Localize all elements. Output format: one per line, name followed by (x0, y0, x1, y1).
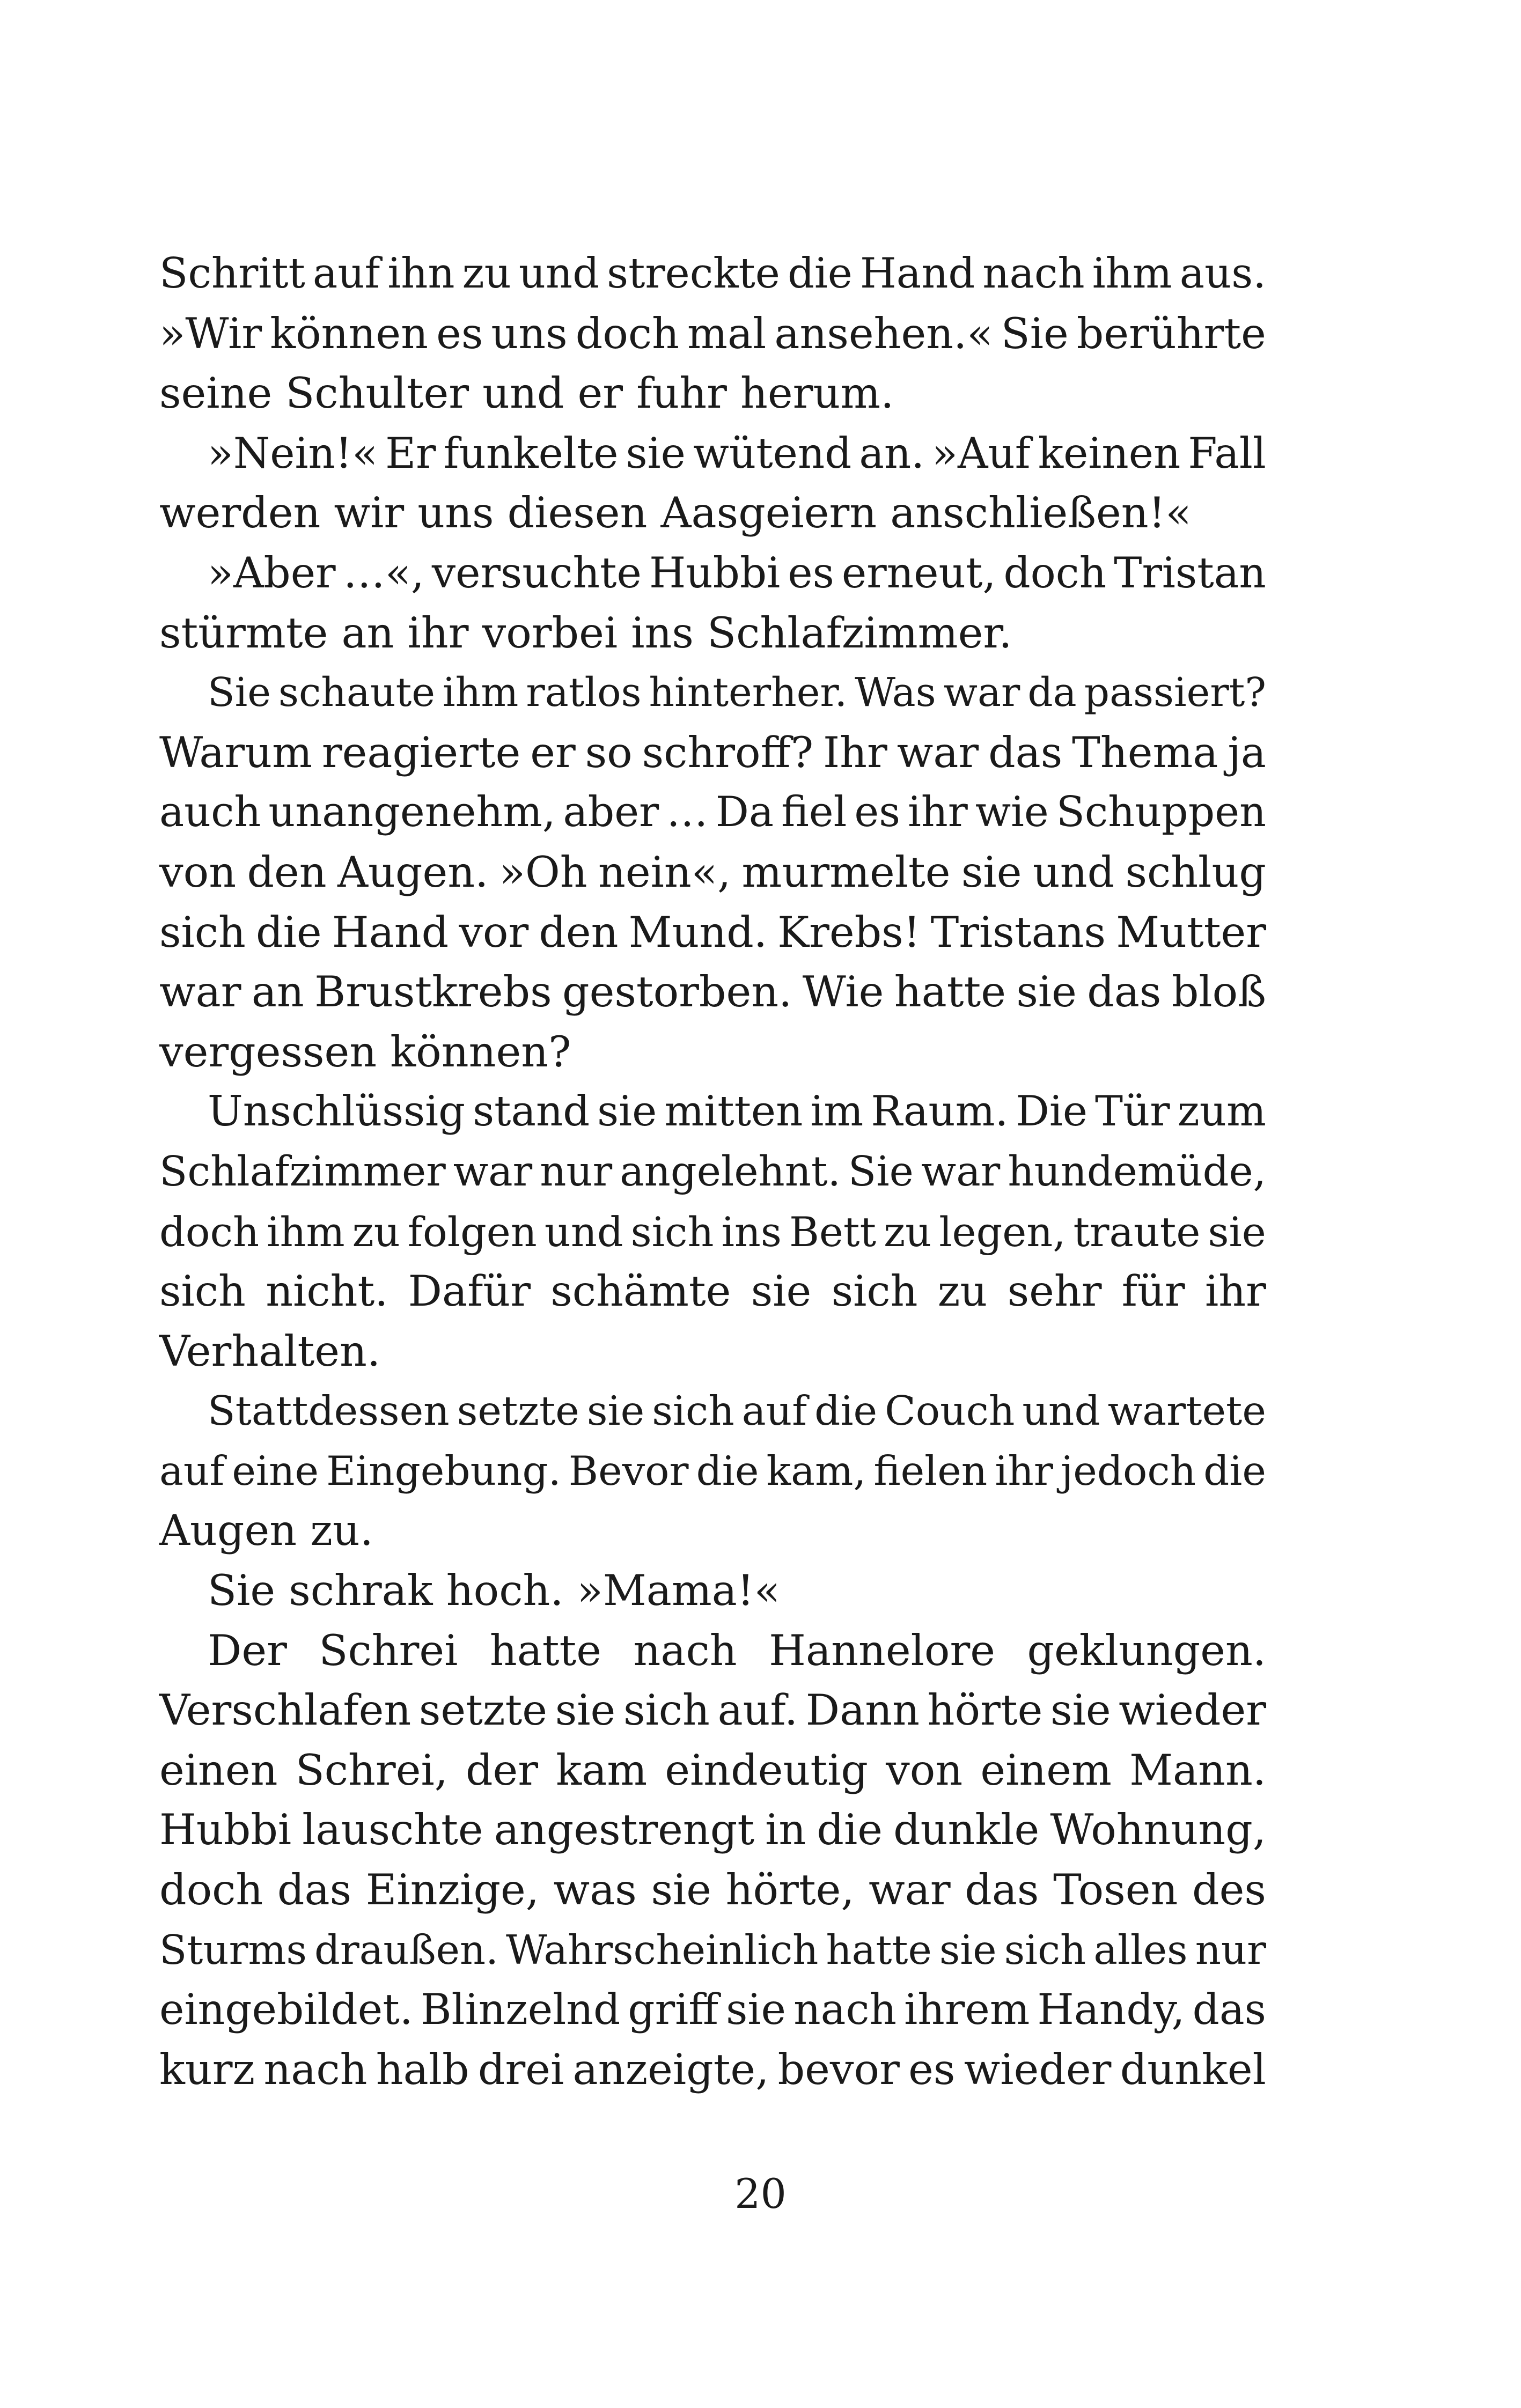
word: vor (459, 907, 529, 957)
word: hundemüde, (1008, 1147, 1266, 1196)
word: im (810, 1087, 864, 1136)
word: Tosen (1053, 1865, 1178, 1915)
word: an (251, 967, 304, 1017)
word: auf (741, 1387, 807, 1435)
word: Tristans (930, 907, 1106, 957)
word: doch (575, 308, 680, 358)
word: Brustkrebs (314, 967, 552, 1017)
text-line (159, 1800, 1266, 1860)
word: traute (1073, 1207, 1201, 1256)
word: Eingebung. (326, 1447, 561, 1494)
word: Bevor (568, 1447, 689, 1494)
word: Wohnung, (1050, 1805, 1266, 1855)
text-line (159, 1920, 1266, 1980)
word: die (787, 249, 853, 298)
word: Hubbi (159, 1805, 292, 1855)
word: zu (462, 249, 511, 298)
text-line (159, 1681, 1266, 1741)
word: Unschlüssig (208, 1087, 466, 1136)
word: das (965, 1865, 1039, 1915)
word: angestrengt (494, 1805, 755, 1855)
word: war (159, 967, 241, 1017)
text-line (159, 1441, 1266, 1501)
text-line (159, 723, 1266, 783)
word: »Oh (499, 847, 587, 897)
word: ansehen.« (774, 308, 993, 358)
word: sich (630, 1207, 714, 1256)
word: wartete (1107, 1387, 1266, 1435)
word: zu (352, 1207, 400, 1256)
word: kam, (766, 1447, 866, 1494)
word: es (854, 788, 901, 837)
word: und (518, 249, 600, 298)
word: was (553, 1865, 637, 1915)
word: Augen. (337, 847, 489, 897)
word: einem (980, 1745, 1112, 1795)
word: sie (751, 1266, 812, 1316)
word: streckte (607, 249, 780, 298)
word: Hand (859, 249, 975, 298)
word: an. (859, 429, 925, 478)
word: nur (540, 1147, 613, 1196)
word: hatte (826, 1926, 932, 1973)
word: ihm (1092, 249, 1172, 298)
word: erneut, (841, 548, 996, 598)
text-line (159, 1142, 1266, 1202)
word: ihrem (904, 1985, 1030, 2035)
text-line (159, 1082, 1266, 1142)
word: so (585, 727, 633, 777)
word: ihr (995, 1447, 1053, 1494)
word: er (530, 727, 576, 777)
text-line (159, 1381, 1266, 1441)
word: war (943, 669, 1020, 716)
word: Schritt (159, 249, 305, 298)
word: Schlafzimmer (159, 1147, 446, 1196)
word: Sturms (159, 1926, 307, 1973)
text-line: Sie schrak hoch. »Mama!« (208, 1566, 780, 1616)
word: ihr (908, 788, 968, 837)
word: Thema (1072, 727, 1218, 777)
word: Er (385, 429, 436, 478)
text-line: stürmte an ihr vorbei ins Schlafzimmer. (159, 608, 1012, 658)
word: nein«, (598, 847, 731, 897)
word: Couch (885, 1387, 1015, 1435)
word: Blinzelnd (420, 1985, 621, 2035)
word: war (869, 1865, 951, 1915)
word: eingebildet. (159, 1985, 413, 2035)
word: Tristan (1114, 548, 1266, 598)
word: Mann. (1129, 1745, 1266, 1795)
word: legen, (939, 1207, 1066, 1256)
word: Sie (208, 669, 271, 716)
word: Warum (159, 727, 312, 777)
word: sich (831, 1266, 918, 1316)
text-line (159, 1262, 1266, 1322)
word: Schrei (319, 1625, 458, 1675)
text-line: Augen zu. (159, 1506, 373, 1556)
word: fiel (781, 788, 847, 837)
word: doch (1003, 548, 1107, 598)
word: wieder (964, 2044, 1112, 2094)
word: hörte (927, 1685, 1043, 1735)
word: kurz (159, 2044, 255, 2094)
word: schlug (1125, 847, 1266, 897)
word: es (908, 2044, 956, 2094)
word: Wie (802, 967, 884, 1017)
word: sie (1208, 1207, 1266, 1256)
word: Ihr (822, 727, 887, 777)
word: hatte (894, 967, 1006, 1017)
word: können (270, 308, 429, 358)
word: Schuppen (1056, 788, 1266, 837)
word: sie (1050, 1685, 1111, 1735)
word: nach (982, 249, 1085, 298)
word: Fall (1188, 429, 1266, 478)
word: und (544, 1207, 623, 1256)
word: nicht. (266, 1266, 388, 1316)
word: halb (376, 2044, 469, 2094)
word: … (666, 788, 708, 837)
word: Mund. (628, 907, 767, 957)
word: drei (477, 2044, 564, 2094)
word: unangenehm, (268, 788, 556, 837)
word: Was (855, 669, 936, 716)
word: zu (937, 1266, 988, 1316)
word: sehr (1007, 1266, 1102, 1316)
word: von (159, 847, 237, 897)
page-number: 20 (734, 2170, 787, 2218)
text-line (159, 543, 1266, 603)
word: angelehnt. (620, 1147, 841, 1196)
word: ihm (267, 1207, 345, 1256)
word: griff (628, 1985, 719, 2035)
text-line: Verhalten. (159, 1326, 381, 1376)
word: hörte, (725, 1865, 855, 1915)
word: es (436, 308, 483, 358)
word: sie (626, 429, 686, 478)
word: Tür (1095, 1087, 1170, 1136)
word: da (1027, 669, 1077, 716)
word: uns (491, 308, 568, 358)
word: den (247, 847, 327, 897)
word: Hubbi (649, 548, 781, 598)
text-line (159, 783, 1266, 843)
word: das (1087, 967, 1162, 1017)
word: auch (159, 788, 261, 837)
word: die (1203, 1447, 1266, 1494)
word: lauschte (302, 1805, 483, 1855)
word: schaute (278, 669, 435, 716)
word: stand (473, 1087, 590, 1136)
word: die (814, 1387, 878, 1435)
text-line (159, 1860, 1266, 1920)
word: ins (721, 1207, 782, 1256)
word: hinterher. (649, 669, 848, 716)
word: anzeigte, (572, 2044, 769, 2094)
word: war (921, 1147, 1001, 1196)
word: wieder (1119, 1685, 1266, 1735)
word: sie (961, 847, 1022, 897)
word: Hannelore (769, 1625, 995, 1675)
word: es (788, 548, 834, 598)
word: den (539, 907, 619, 957)
text-line (159, 1741, 1266, 1801)
text-line (159, 2040, 1266, 2100)
word: nach (793, 1985, 897, 2035)
word: auf (312, 249, 380, 298)
word: das (1192, 1985, 1266, 2035)
word: in (765, 1805, 806, 1855)
word: schämte (550, 1266, 731, 1316)
word: passiert? (1084, 669, 1266, 716)
word: fielen (873, 1447, 988, 1494)
word: reagierte (321, 727, 521, 777)
word: »Aber (208, 548, 336, 598)
text-line (159, 1980, 1266, 2040)
word: doch (159, 1207, 260, 1256)
word: die (696, 1447, 759, 1494)
word: Der (208, 1625, 287, 1675)
word: bloß (1171, 967, 1266, 1017)
word: sie (939, 1926, 997, 1973)
word: setzte (457, 1387, 579, 1435)
word: keinen (1038, 429, 1181, 478)
word: nur (1195, 1926, 1266, 1973)
word: dunkle (893, 1805, 1040, 1855)
word: doch (159, 1865, 263, 1915)
text-line: vergessen können? (159, 1027, 571, 1077)
word: und (1032, 847, 1115, 897)
word: einen (159, 1745, 278, 1795)
word: aber (563, 788, 659, 837)
word: Sie (848, 1147, 914, 1196)
word: zum (1177, 1087, 1266, 1136)
word: sich (652, 1387, 734, 1435)
word: eine (232, 1447, 319, 1494)
word: gestorben. (562, 967, 792, 1017)
word: Da (715, 788, 774, 837)
word: Einzige, (365, 1865, 539, 1915)
word: bevor (777, 2044, 900, 2094)
word: das (277, 1865, 352, 1915)
word: hatte (489, 1625, 602, 1675)
word: wütend (693, 429, 852, 478)
word: draußen. (314, 1926, 498, 1973)
word: von (886, 1745, 963, 1795)
word: murmelte (741, 847, 951, 897)
word: Sie (1001, 308, 1069, 358)
word: »Wir (159, 308, 262, 358)
word: ihn (387, 249, 455, 298)
word: Verschlafen (159, 1685, 412, 1735)
word: »Auf (932, 429, 1031, 478)
word: ihr (1204, 1266, 1266, 1316)
word: nach (263, 2044, 368, 2094)
word: auf. (717, 1685, 798, 1735)
text-line (159, 1621, 1266, 1681)
word: sich (159, 907, 246, 957)
word: ratlos (526, 669, 642, 716)
word: und (1022, 1387, 1100, 1435)
word: aus. (1179, 249, 1266, 298)
word: Dafür (408, 1266, 531, 1316)
word: Bett (789, 1207, 877, 1256)
word: war (897, 727, 979, 777)
word: Wahrscheinlich (506, 1926, 819, 1973)
word: der (465, 1745, 539, 1795)
word: Dann (805, 1685, 920, 1735)
word: sie (651, 1865, 712, 1915)
word: ja (1228, 727, 1266, 777)
word: Raum. (871, 1087, 1009, 1136)
word: sie (597, 1087, 657, 1136)
word: …«, (343, 548, 424, 598)
word: Krebs! (777, 907, 921, 957)
word: Handy, (1037, 1985, 1185, 2035)
word: Mutter (1116, 907, 1266, 957)
word: setzte (418, 1685, 548, 1735)
text-line (159, 843, 1266, 903)
text-line (159, 1202, 1266, 1262)
word: sich (159, 1266, 246, 1316)
word: kam (556, 1745, 648, 1795)
word: schroff? (642, 727, 814, 777)
word: auf (159, 1447, 225, 1494)
word: sie (1016, 967, 1077, 1017)
word: nach (633, 1625, 737, 1675)
word: Schrei, (295, 1745, 448, 1795)
text-line (159, 962, 1266, 1022)
word: für (1121, 1266, 1185, 1316)
word: »Nein!« (208, 429, 378, 478)
word: sie (586, 1387, 645, 1435)
text-line (159, 903, 1266, 963)
word: war (453, 1147, 533, 1196)
text-line (159, 424, 1266, 484)
word: sie (555, 1685, 616, 1735)
text-line (159, 304, 1266, 364)
word: ihm (443, 669, 519, 716)
word: des (1192, 1865, 1266, 1915)
word: geklungen. (1027, 1625, 1266, 1675)
word: berührte (1076, 308, 1266, 358)
word: Hand (332, 907, 449, 957)
word: jedoch (1060, 1447, 1196, 1494)
word: sie (726, 1985, 787, 2035)
word: mal (687, 308, 767, 358)
word: zu (884, 1207, 932, 1256)
word: versuchte (431, 548, 642, 598)
word: Stattdessen (208, 1387, 450, 1435)
word: alles (1093, 1926, 1188, 1973)
text-line: werden wir uns diesen Aasgeiern anschließen!« (159, 488, 1192, 538)
word: sich (1004, 1926, 1086, 1973)
word: die (256, 907, 322, 957)
text-line: seine Schulter und er fuhr herum. (159, 369, 894, 418)
word: funkelte (443, 429, 619, 478)
text-line (159, 663, 1266, 723)
word: Die (1016, 1087, 1088, 1136)
word: wie (975, 788, 1049, 837)
word: sich (623, 1685, 710, 1735)
word: eindeutig (665, 1745, 868, 1795)
word: das (988, 727, 1063, 777)
body-text (159, 244, 1266, 2100)
word: dunkel (1120, 2044, 1266, 2094)
text-line (159, 244, 1266, 304)
word: mitten (664, 1087, 803, 1136)
word: die (817, 1805, 883, 1855)
word: folgen (407, 1207, 537, 1256)
